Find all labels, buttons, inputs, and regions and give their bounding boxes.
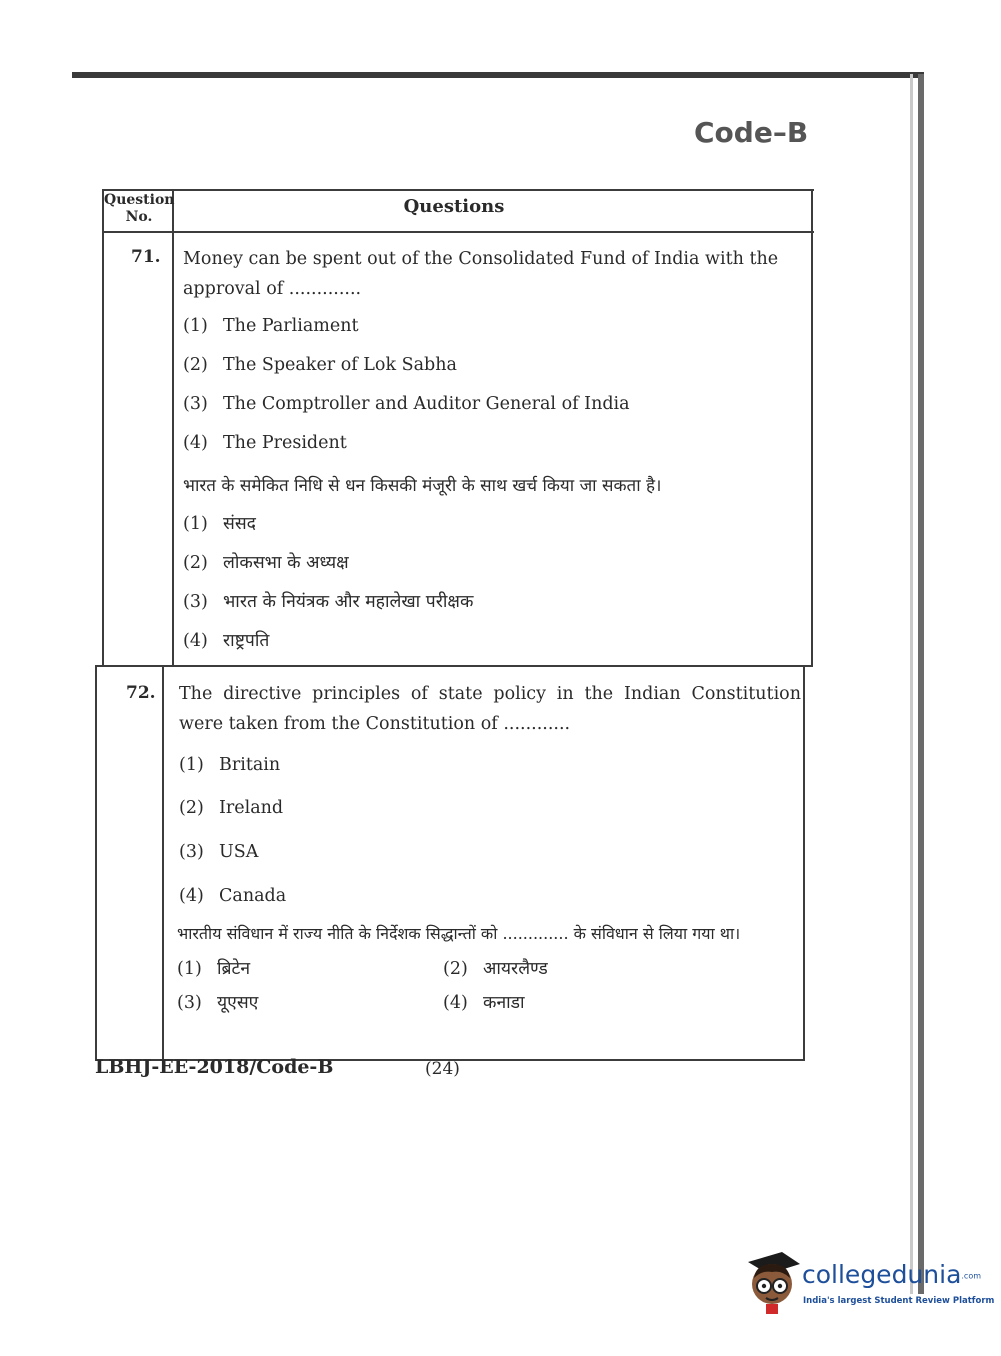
paper-code: LBHJ-EE-2018/Code-B <box>95 1056 334 1078</box>
column-header-questions: Questions <box>403 196 505 217</box>
column-header-number: Question No. <box>104 192 175 225</box>
option: (2) The Speaker of Lok Sabha <box>183 355 457 375</box>
header-bottom-border <box>102 231 814 233</box>
page-edge-shadow <box>910 74 913 1294</box>
question-number: 71. <box>131 247 161 267</box>
table-top-border <box>102 189 814 191</box>
page-number: (24) <box>425 1059 460 1079</box>
option-hi: (1) ब्रिटेन <box>177 959 251 979</box>
option: (3) USA <box>179 842 259 862</box>
column-divider-lower <box>162 665 164 1061</box>
option-hi: (3) यूएसए <box>177 993 259 1013</box>
option-hi: (2) लोकसभा के अध्यक्ष <box>183 553 349 573</box>
top-rule <box>72 72 924 78</box>
question-text-hi: भारतीय संविधान में राज्य नीति के निर्देशक सिद्धान्तों को ............. के संविधान से लिया गया था। <box>177 924 741 943</box>
option: (4) The President <box>183 433 347 453</box>
option: (4) Canada <box>179 886 287 906</box>
option: (2) Ireland <box>179 798 284 818</box>
page-edge <box>918 74 924 1294</box>
code-label: Code–B <box>694 116 809 149</box>
brand-name: collegedunia.com <box>802 1260 982 1289</box>
option: (1) The Parliament <box>183 316 359 336</box>
table-right-border-lower <box>803 665 805 1061</box>
column-divider <box>172 189 174 667</box>
question-text-en: Money can be spent out of the Consolidated Fund of India with the approval of ............. <box>183 249 779 299</box>
table-left-border-lower <box>95 665 97 1061</box>
option-hi: (4) कनाडा <box>443 993 525 1013</box>
option-hi: (3) भारत के नियंत्रक और महालेखा परीक्षक <box>183 592 474 612</box>
option-hi: (2) आयरलैण्ड <box>443 959 548 979</box>
question-number: 72. <box>126 683 156 703</box>
question-text-en: The directive principles of state policy in the Indian Constitution were taken from the Constitution of ............ <box>179 684 801 734</box>
option: (3) The Comptroller and Auditor General of India <box>183 394 630 414</box>
brand-tagline: India's largest Student Review Platform <box>803 1296 995 1306</box>
option-hi: (1) संसद <box>183 514 256 534</box>
question-text-hi: भारत के समेकित निधि से धन किसकी मंजूरी के साथ खर्च किया जा सकता है। <box>183 476 662 496</box>
option: (1) Britain <box>179 755 281 775</box>
row-divider <box>96 665 813 667</box>
table-left-border <box>102 189 104 667</box>
table-right-border <box>811 189 813 667</box>
option-hi: (4) राष्ट्रपति <box>183 631 270 651</box>
